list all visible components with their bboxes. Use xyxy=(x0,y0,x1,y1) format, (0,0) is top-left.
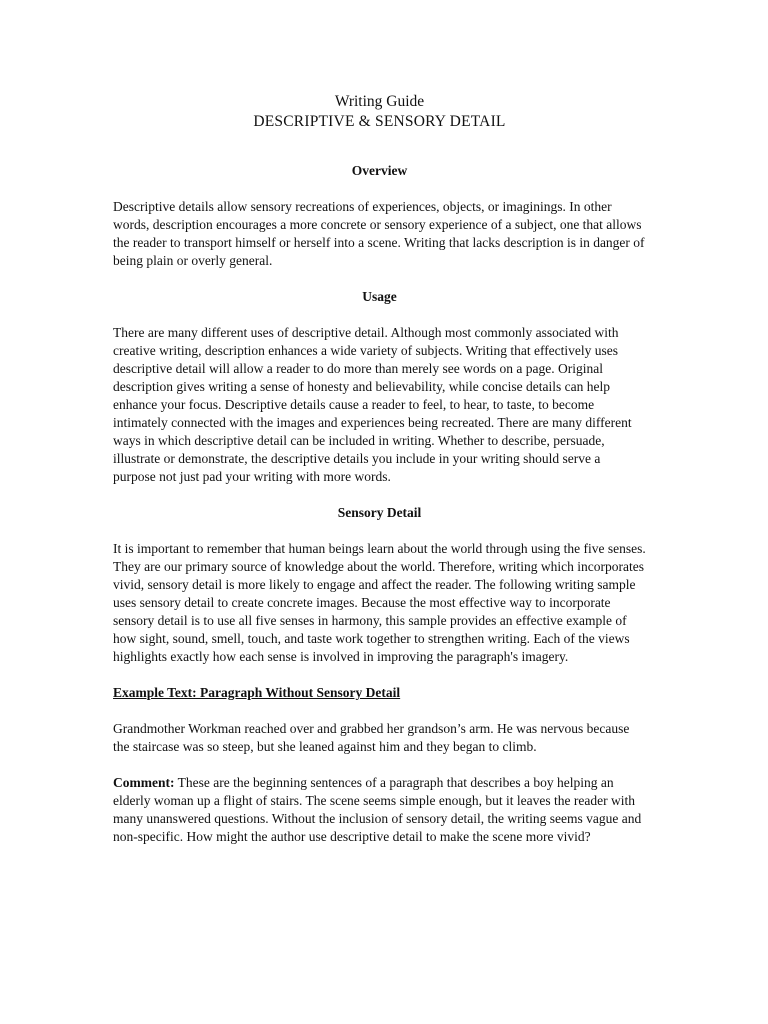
document-title: Writing Guide xyxy=(334,93,425,110)
overview-paragraph: Descriptive details allow sensory recreations of experiences, objects, or imaginings. In other words, description encourages a more concrete or sensory experience of a subject, one that allows the reader to transport himself or herself into a scene. Writing that lacks description is in danger of being plain or overly general. xyxy=(113,199,645,268)
sensory-detail-paragraph: It is important to remember that human beings learn about the world through using the five senses. They are our primary source of knowledge about the world. Therefore, writing which incorporates vivid, sensory detail is more likely to engage and affect the reader. The following writing sample uses sensory detail to create concrete images. Because the most effective way to incorporate sensory detail is to use all five senses in harmony, this sample provides an effective example of how sight, sound, smell, touch, and taste work together to strengthen writing. Each of the views highlights exactly how each sense is involved in improving the paragraph's imagery. xyxy=(113,541,646,664)
sensory-detail-heading: Sensory Detail xyxy=(337,505,422,520)
document-subtitle: DESCRIPTIVE & SENSORY DETAIL xyxy=(253,113,506,130)
usage-heading: Usage xyxy=(362,289,397,304)
overview-heading: Overview xyxy=(351,163,408,178)
comment-label: Comment: xyxy=(113,775,175,790)
usage-paragraph: There are many different uses of descriptive detail. Although most commonly associated with creative writing, description enhances a wide variety of subjects. Writing that effectively uses descriptive detail will allow a reader to do more than merely see words on a page. Original description gives writing a sense of honesty and believability, while concise details can help enhance your focus. Descriptive details cause a reader to feel, to hear, to taste, to become intimately connected with the images and experiences being recreated. There are many different ways in which descriptive detail can be included in writing. Whether to describe, persuade, illustrate or demonstrate, the descriptive details you include in your writing should serve a purpose not just pad your writing with more words. xyxy=(113,325,632,484)
example-paragraph: Grandmother Workman reached over and grabbed her grandson’s arm. He was nervous because the staircase was so steep, but she leaned against him and they began to climb. xyxy=(113,721,630,754)
comment-paragraph xyxy=(113,774,646,846)
example-heading: Example Text: Paragraph Without Sensory Detail xyxy=(113,685,401,700)
document-page xyxy=(113,92,646,864)
comment-text: These are the beginning sentences of a paragraph that describes a boy helping an elderly woman up a flight of stairs. The scene seems simple enough, but it leaves the reader with many unanswered questions. Without the inclusion of sensory detail, the writing seems vague and non-specific. How might the author use descriptive detail to make the scene more vivid? xyxy=(113,775,642,844)
